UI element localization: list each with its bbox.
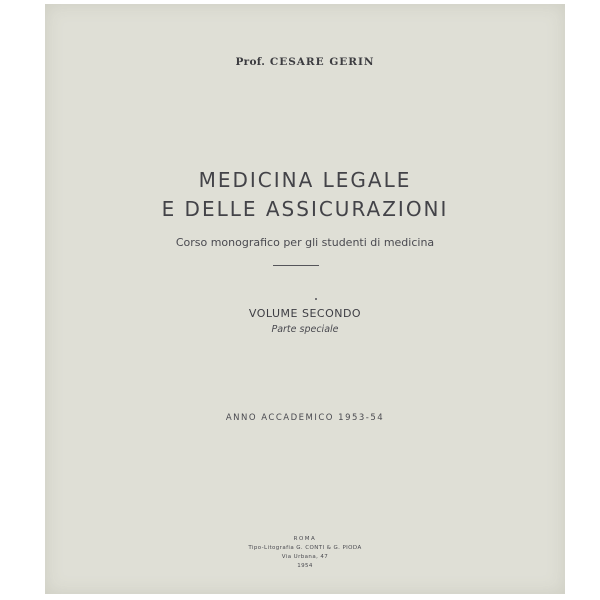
- subtitle: Corso monografico per gli studenti di medicina: [175, 236, 435, 249]
- author-line: [45, 56, 565, 68]
- divider-rule: [273, 265, 319, 266]
- volume-label: VOLUME SECONDO: [248, 307, 362, 320]
- imprint-street: Via Urbana, 47: [281, 554, 329, 560]
- academic-year: ANNO ACCADEMICO 1953-54: [225, 413, 385, 423]
- imprint-year: 1954: [297, 563, 313, 569]
- author-name: CESARE GERIN: [269, 56, 375, 68]
- title-line-1: MEDICINA LEGALE: [198, 168, 412, 192]
- ornament-dot: [315, 298, 317, 300]
- title-line-2: E DELLE ASSICURAZIONI: [161, 197, 449, 221]
- imprint-printer: Tipo-Litografia G. CONTI & G. PIODA: [248, 545, 362, 551]
- imprint-city: ROMA: [293, 536, 317, 542]
- author-prefix: Prof.: [235, 56, 266, 68]
- volume-part: Parte speciale: [271, 324, 339, 335]
- book-cover: [45, 4, 565, 594]
